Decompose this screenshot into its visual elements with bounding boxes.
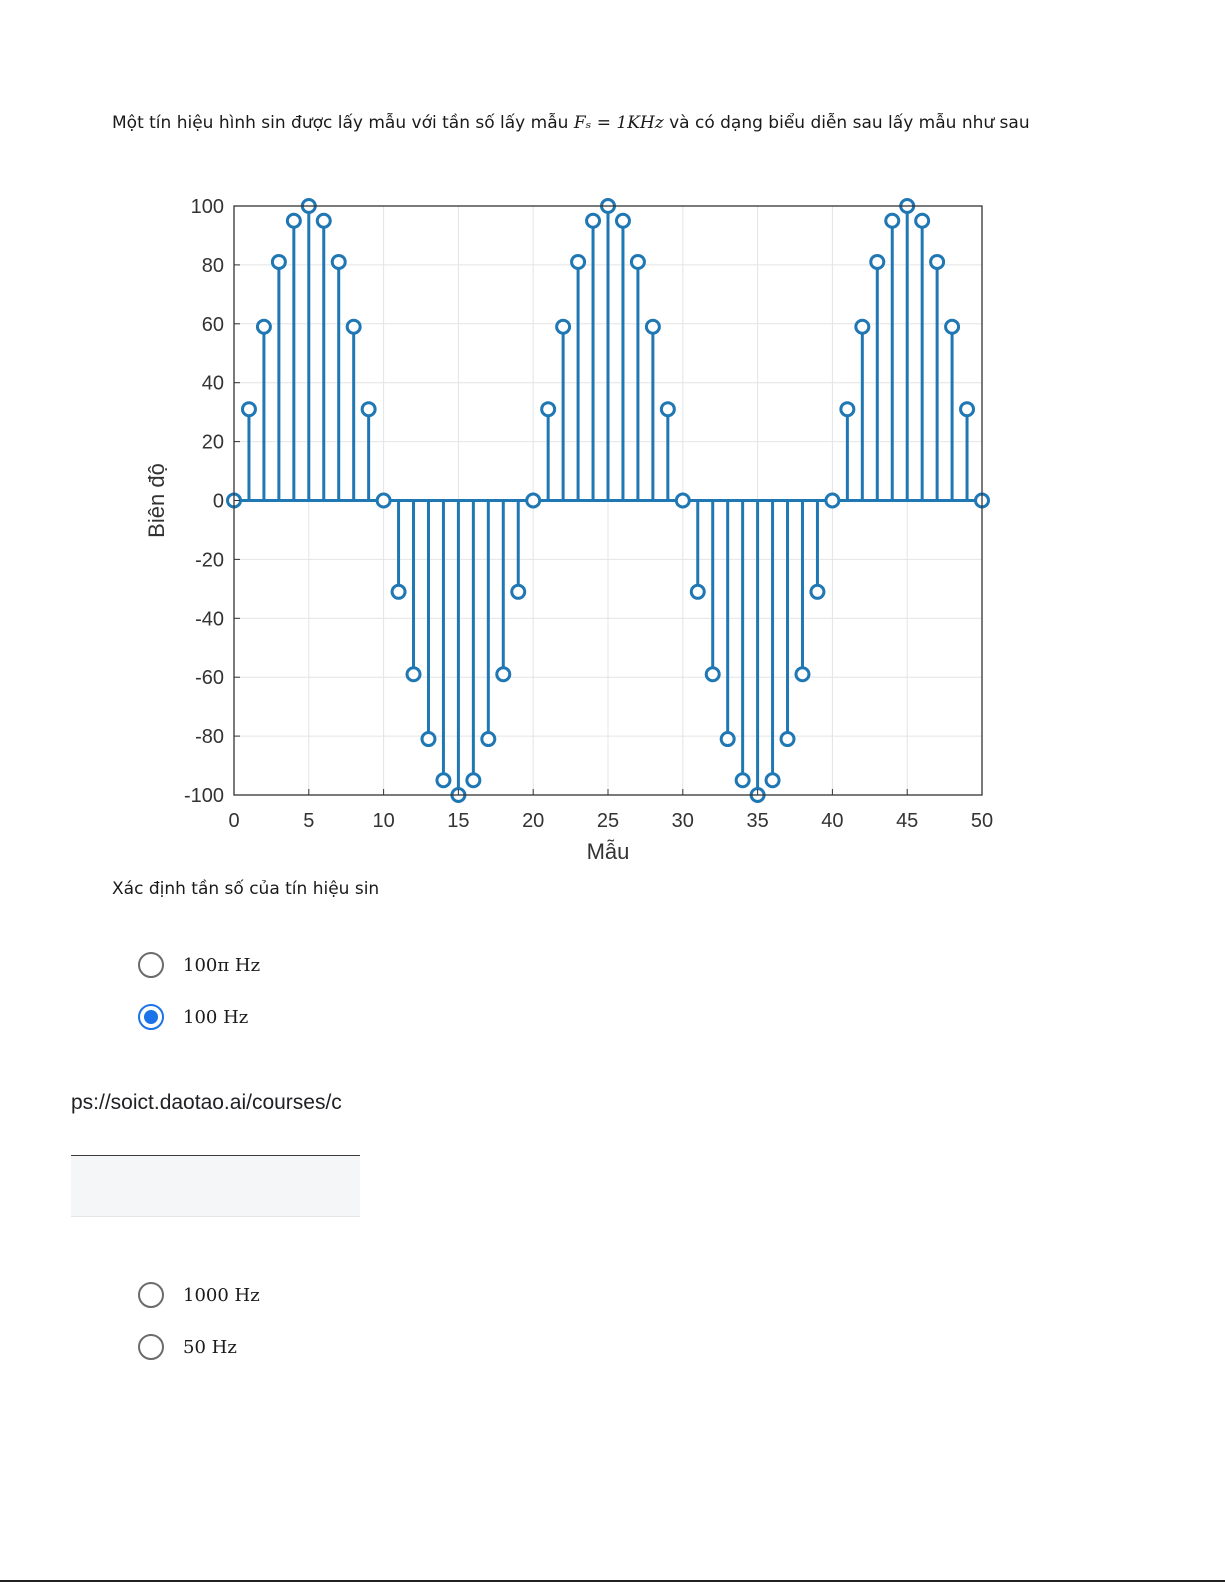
option-label-2: 100 Hz <box>183 1006 249 1028</box>
x-tick-label: 30 <box>671 810 694 832</box>
question-text-before: Một tín hiệu hình sin được lấy mẫu với tần số lấy mẫu <box>112 113 569 133</box>
x-tick-label: 50 <box>970 810 994 832</box>
stem-marker <box>661 403 674 416</box>
x-tick-label: 10 <box>372 810 395 832</box>
y-axis-label: Biên độ <box>144 463 169 538</box>
y-tick-label: -20 <box>195 549 224 572</box>
option-1000-hz[interactable] <box>138 1280 260 1310</box>
y-tick-label: 0 <box>212 490 224 513</box>
question-prompt: Xác định tần số của tín hiệu sin <box>112 879 380 899</box>
stem-marker <box>347 320 360 333</box>
stem-marker <box>841 403 854 416</box>
question-text <box>112 110 1112 136</box>
stem-marker <box>527 494 540 507</box>
sampling-frequency-formula: Fₛ = 1KHz <box>573 113 664 133</box>
option-50-hz[interactable] <box>138 1332 237 1362</box>
stem-marker <box>392 585 405 598</box>
stem-marker <box>557 320 570 333</box>
stem-marker <box>886 214 899 227</box>
stem-marker <box>871 255 884 268</box>
radio-option-4[interactable] <box>138 1334 164 1360</box>
x-tick-label: 20 <box>522 810 545 832</box>
stem-marker <box>317 214 330 227</box>
stem-marker <box>542 403 555 416</box>
radio-option-3[interactable] <box>138 1282 164 1308</box>
option-label-1: 100π Hz <box>183 954 261 976</box>
stem-marker <box>437 774 450 787</box>
y-tick-label: -80 <box>195 726 224 749</box>
radio-option-1[interactable] <box>138 952 164 978</box>
stem-marker <box>721 733 734 746</box>
stem-marker <box>706 668 719 681</box>
y-tick-label: 20 <box>201 431 224 454</box>
stem-marker <box>497 668 510 681</box>
stem-marker <box>691 585 704 598</box>
option-100-hz[interactable] <box>138 1002 248 1032</box>
stem-marker <box>796 668 809 681</box>
option-label-4: 50 Hz <box>183 1336 237 1358</box>
stem-marker <box>482 733 495 746</box>
stem-marker <box>646 320 659 333</box>
stem-marker <box>257 320 270 333</box>
stem-marker <box>916 214 929 227</box>
stem-marker <box>272 255 285 268</box>
y-tick-label: -100 <box>183 785 224 807</box>
y-tick-label: 40 <box>201 372 224 395</box>
stem-marker <box>332 255 345 268</box>
stem-marker <box>467 774 480 787</box>
stem-marker <box>781 733 794 746</box>
x-tick-label: 35 <box>746 810 769 832</box>
x-tick-label: 40 <box>821 810 844 832</box>
option-label-3: 1000 Hz <box>183 1284 260 1306</box>
stem-marker <box>572 255 585 268</box>
stem-marker <box>587 214 600 227</box>
stem-marker <box>422 733 435 746</box>
stem-marker <box>961 403 974 416</box>
stem-marker <box>242 403 255 416</box>
y-tick-label: -40 <box>195 608 224 631</box>
stem-marker <box>287 214 300 227</box>
x-tick-label: 15 <box>447 810 470 832</box>
stem-marker <box>407 668 420 681</box>
y-tick-label: 80 <box>201 254 224 277</box>
stem-marker <box>946 320 959 333</box>
url-fragment: ps://soict.daotao.ai/courses/c <box>71 1091 342 1114</box>
stem-marker <box>931 255 944 268</box>
y-tick-label: 60 <box>201 313 224 336</box>
radio-option-2[interactable] <box>138 1004 164 1030</box>
address-bar-strip <box>71 1155 360 1217</box>
x-tick-label: 5 <box>303 810 315 832</box>
x-tick-label: 45 <box>896 810 919 832</box>
stem-marker <box>631 255 644 268</box>
x-tick-label: 0 <box>228 810 240 832</box>
y-tick-label: -60 <box>195 667 224 690</box>
option-100pi-hz[interactable] <box>138 950 260 980</box>
stem-marker <box>856 320 869 333</box>
stem-marker <box>362 403 375 416</box>
stem-marker <box>616 214 629 227</box>
stem-marker <box>676 494 689 507</box>
bottom-divider <box>0 1580 1225 1582</box>
stem-marker <box>811 585 824 598</box>
y-tick-label: 100 <box>190 196 224 218</box>
x-axis-label: Mẫu <box>586 839 630 864</box>
stem-marker <box>826 494 839 507</box>
stem-chart <box>130 185 1010 875</box>
stem-marker <box>377 494 390 507</box>
stem-marker <box>766 774 779 787</box>
question-text-after: và có dạng biểu diễn sau lấy mẫu như sau <box>669 113 1030 133</box>
stem-marker <box>736 774 749 787</box>
stem-marker <box>512 585 525 598</box>
x-tick-label: 25 <box>596 810 620 832</box>
